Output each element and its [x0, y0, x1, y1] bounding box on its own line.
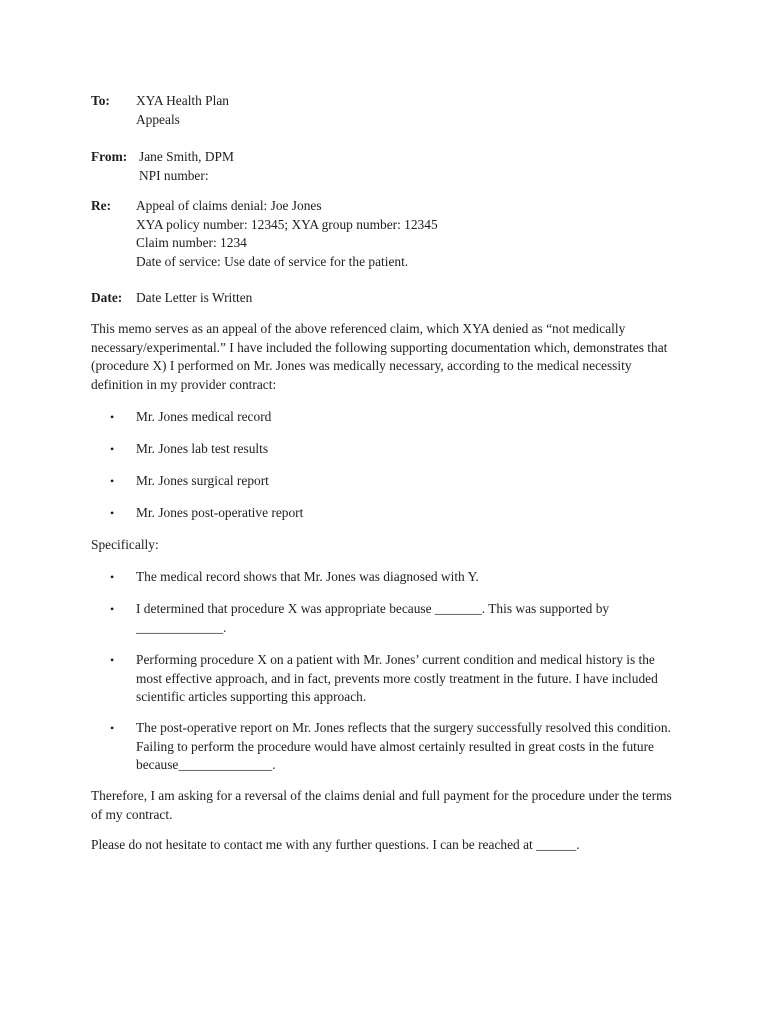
list-item-text: scientific articles supporting this approach. [136, 689, 367, 705]
bullet-icon: • [110, 506, 115, 520]
list-item-text: The post-operative report on Mr. Jones reflects that the surgery successfully resolved this condition. [136, 720, 671, 735]
closing-paragraph [91, 836, 691, 855]
re-label: Re: [91, 198, 112, 213]
to-line: Appeals [136, 111, 180, 127]
bullet-icon: • [110, 474, 115, 488]
list-item-text: I determined that procedure X was appropriate because _______. This was supported by [136, 601, 610, 616]
conclusion-line: of my contract. [91, 806, 173, 822]
date-label: Date: [91, 290, 123, 305]
from-label: From: [91, 149, 128, 164]
date-value: Date Letter is Written [136, 290, 253, 305]
intro-line: necessary/experimental.” I have included the following supporting documentation which, demonstrates that [91, 339, 668, 355]
list-item-text: Mr. Jones lab test results [136, 441, 269, 456]
bullet-icon: • [110, 602, 115, 616]
list-item-text: Mr. Jones medical record [136, 409, 272, 424]
bullet-icon: • [110, 721, 115, 735]
bullet-icon: • [110, 442, 115, 456]
list-item-text: Mr. Jones surgical report [136, 473, 269, 488]
closing-line: Please do not hesitate to contact me with any further questions. I can be reached at ______. [91, 837, 580, 852]
list-item-text: Performing procedure X on a patient with Mr. Jones’ current condition and medical history is the [136, 652, 655, 667]
re-line: Date of service: Use date of service for the patient. [136, 253, 409, 269]
to-label: To: [91, 93, 110, 108]
re-line: XYA policy number: 12345; XYA group number: 12345 [136, 216, 438, 232]
conclusion-line: Therefore, I am asking for a reversal of the claims denial and full payment for the procedure under the terms [91, 788, 672, 803]
list-item-text: because______________. [136, 757, 276, 773]
bullet-icon: • [110, 570, 115, 584]
re-line: Claim number: 1234 [136, 235, 247, 251]
list-item-text: Failing to perform the procedure would have almost certainly resulted in great costs in the future [136, 738, 654, 754]
bullet-icon: • [110, 653, 115, 667]
intro-line: (procedure X) I performed on Mr. Jones was medically necessary, according to the medical necessity [91, 358, 632, 374]
intro-paragraph [91, 320, 691, 394]
re-line: Appeal of claims denial: Joe Jones [136, 198, 322, 213]
intro-line: definition in my provider contract: [91, 376, 277, 392]
list-item-text: _____________. [136, 619, 227, 635]
to-line: XYA Health Plan [136, 93, 229, 108]
specifically-label: Specifically: [91, 537, 159, 552]
list-item-text: Mr. Jones post-operative report [136, 505, 304, 520]
intro-line: This memo serves as an appeal of the above referenced claim, which XYA denied as “not medically [91, 321, 626, 336]
from-line: NPI number: [139, 167, 209, 183]
list-item-text: most effective approach, and in fact, prevents more costly treatment in the future. I have included [136, 670, 658, 686]
list-item-text: The medical record shows that Mr. Jones was diagnosed with Y. [136, 569, 479, 584]
from-line: Jane Smith, DPM [139, 149, 234, 164]
bullet-icon: • [110, 410, 115, 424]
conclusion-paragraph [91, 787, 691, 824]
specifically-heading [91, 536, 691, 555]
